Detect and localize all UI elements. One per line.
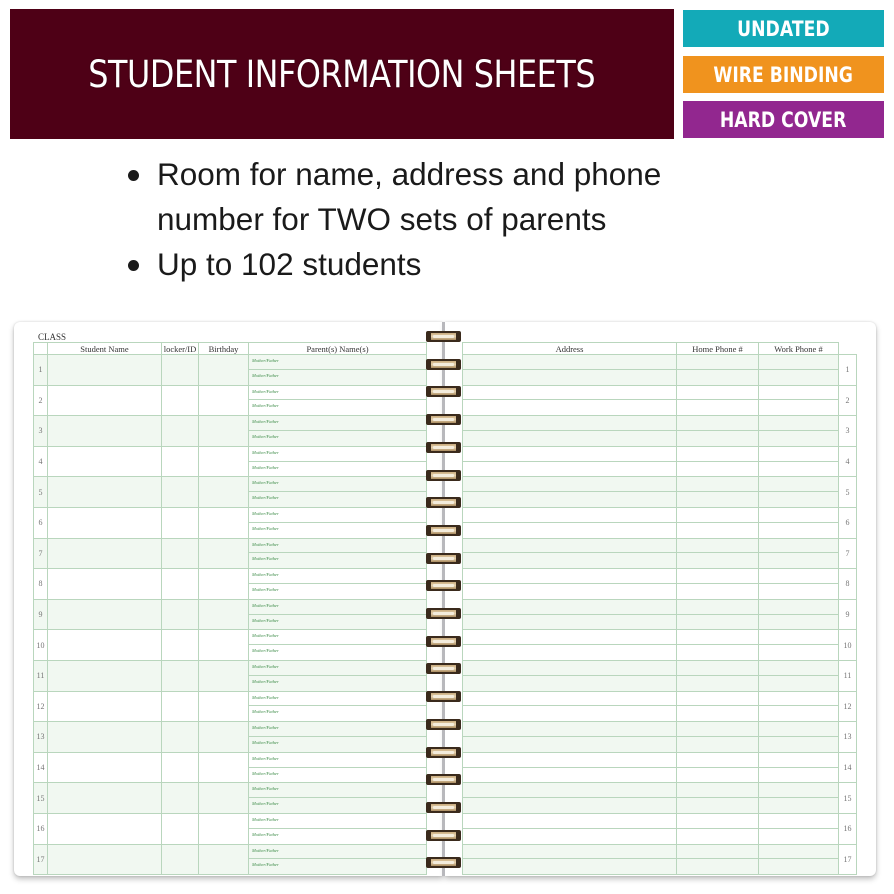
- table-row: [463, 722, 857, 753]
- row-number: 6: [839, 507, 857, 538]
- parent-line-label: Mother/Father: [249, 386, 426, 401]
- binding-coil-icon: [426, 636, 461, 647]
- locker-id-cell[interactable]: [162, 599, 199, 630]
- locker-id-cell[interactable]: [162, 813, 199, 844]
- table-row: [34, 813, 427, 844]
- binding-coil-icon: [426, 553, 461, 564]
- address-cell[interactable]: [463, 538, 677, 569]
- work-phone-cell[interactable]: [759, 783, 839, 814]
- birthday-cell[interactable]: [199, 538, 249, 569]
- locker-id-cell[interactable]: [162, 538, 199, 569]
- row-number: 9: [34, 599, 48, 630]
- table-row: [34, 507, 427, 538]
- class-label: CLASS: [38, 332, 67, 342]
- address-cell[interactable]: [463, 507, 677, 538]
- parent-line-label: Mother/Father: [252, 801, 279, 807]
- work-phone-cell[interactable]: [759, 630, 839, 661]
- table-row: [34, 477, 427, 508]
- locker-id-cell[interactable]: [162, 355, 199, 386]
- work-phone-cell[interactable]: [759, 416, 839, 447]
- parent-names-cell[interactable]: [249, 355, 427, 386]
- table-row: [34, 599, 427, 630]
- badge-label: WIRE BINDING: [713, 62, 854, 87]
- table-row: [463, 355, 857, 386]
- birthday-cell[interactable]: [199, 385, 249, 416]
- table-row: [463, 446, 857, 477]
- row-number: 17: [34, 844, 48, 875]
- address-cell[interactable]: [463, 783, 677, 814]
- work-phone-cell[interactable]: [759, 752, 839, 783]
- locker-id-cell[interactable]: [162, 783, 199, 814]
- table-row: [34, 355, 427, 386]
- parent-line-label: Mother/Father: [249, 845, 426, 860]
- binding-coil-icon: [426, 525, 461, 536]
- parent-names-cell[interactable]: [249, 630, 427, 661]
- locker-id-cell[interactable]: [162, 630, 199, 661]
- parent-names-cell[interactable]: [249, 783, 427, 814]
- column-header-parents: Parent(s) Name(s): [249, 343, 427, 355]
- address-cell[interactable]: [463, 569, 677, 600]
- student-name-cell[interactable]: [48, 722, 162, 753]
- table-row: [463, 813, 857, 844]
- binding-coil-icon: [426, 470, 461, 481]
- parent-line-label: Mother/Father: [249, 600, 426, 615]
- parent-line-label: Mother/Father: [249, 447, 426, 462]
- birthday-cell[interactable]: [199, 691, 249, 722]
- binding-coil-icon: [426, 580, 461, 591]
- badge-hard-cover: [683, 101, 884, 138]
- student-name-cell[interactable]: [48, 599, 162, 630]
- badge-wire-binding: [683, 56, 884, 93]
- address-cell[interactable]: [463, 660, 677, 691]
- column-header-number: [839, 343, 857, 355]
- parent-line-label: Mother/Father: [249, 814, 426, 829]
- row-number: 7: [34, 538, 48, 569]
- birthday-cell[interactable]: [199, 355, 249, 386]
- row-number: 8: [839, 569, 857, 600]
- table-row: [463, 416, 857, 447]
- row-number: 10: [34, 630, 48, 661]
- row-number: 2: [34, 385, 48, 416]
- table-row: [463, 507, 857, 538]
- row-number: 15: [839, 783, 857, 814]
- row-number: 5: [839, 477, 857, 508]
- locker-id-cell[interactable]: [162, 385, 199, 416]
- table-row: [463, 477, 857, 508]
- birthday-cell[interactable]: [199, 783, 249, 814]
- birthday-cell[interactable]: [199, 599, 249, 630]
- table-row: [463, 385, 857, 416]
- row-number: 11: [34, 660, 48, 691]
- column-header-number: [34, 343, 48, 355]
- row-number: 14: [839, 752, 857, 783]
- binding-coil-icon: [426, 857, 461, 868]
- work-phone-cell[interactable]: [759, 538, 839, 569]
- parent-names-cell[interactable]: [249, 477, 427, 508]
- row-number: 11: [839, 660, 857, 691]
- birthday-cell[interactable]: [199, 507, 249, 538]
- birthday-cell[interactable]: [199, 446, 249, 477]
- feature-item: Up to 102 students: [124, 242, 764, 287]
- work-phone-cell[interactable]: [759, 599, 839, 630]
- parent-names-cell[interactable]: [249, 813, 427, 844]
- parent-line-label: Mother/Father: [252, 648, 279, 654]
- row-number: 13: [839, 722, 857, 753]
- address-cell[interactable]: [463, 722, 677, 753]
- parent-names-cell[interactable]: [249, 691, 427, 722]
- row-number: 8: [34, 569, 48, 600]
- work-phone-cell[interactable]: [759, 385, 839, 416]
- home-phone-cell[interactable]: [677, 844, 759, 875]
- birthday-cell[interactable]: [199, 844, 249, 875]
- student-name-cell[interactable]: [48, 507, 162, 538]
- table-row: [34, 385, 427, 416]
- student-name-cell[interactable]: [48, 569, 162, 600]
- locker-id-cell[interactable]: [162, 507, 199, 538]
- row-number: 3: [839, 416, 857, 447]
- binding-coil-icon: [426, 774, 461, 785]
- table-row: [34, 752, 427, 783]
- row-number: 9: [839, 599, 857, 630]
- home-phone-cell[interactable]: [677, 385, 759, 416]
- parent-line-label: Mother/Father: [249, 477, 426, 492]
- address-cell[interactable]: [463, 385, 677, 416]
- binding-coil-icon: [426, 719, 461, 730]
- parent-line-label: Mother/Father: [249, 569, 426, 584]
- row-number: 17: [839, 844, 857, 875]
- locker-id-cell[interactable]: [162, 416, 199, 447]
- birthday-cell[interactable]: [199, 752, 249, 783]
- student-name-cell[interactable]: [48, 385, 162, 416]
- table-row: [34, 691, 427, 722]
- work-phone-cell[interactable]: [759, 691, 839, 722]
- work-phone-cell[interactable]: [759, 813, 839, 844]
- column-header-home-phone: Home Phone #: [677, 343, 759, 355]
- table-header-row: [34, 343, 427, 355]
- row-number: 16: [34, 813, 48, 844]
- work-phone-cell[interactable]: [759, 660, 839, 691]
- address-cell[interactable]: [463, 599, 677, 630]
- student-name-cell[interactable]: [48, 752, 162, 783]
- home-phone-cell[interactable]: [677, 691, 759, 722]
- row-number: 15: [34, 783, 48, 814]
- table-row: [463, 844, 857, 875]
- home-phone-cell[interactable]: [677, 355, 759, 386]
- home-phone-cell[interactable]: [677, 569, 759, 600]
- binding-coil-icon: [426, 802, 461, 813]
- locker-id-cell[interactable]: [162, 691, 199, 722]
- feature-item: Room for name, address and phone number for TWO sets of parents: [124, 152, 764, 242]
- address-cell[interactable]: [463, 355, 677, 386]
- title-banner: [10, 9, 674, 139]
- birthday-cell[interactable]: [199, 813, 249, 844]
- binding-coil-icon: [426, 663, 461, 674]
- badge-undated: [683, 10, 884, 47]
- row-number: 5: [34, 477, 48, 508]
- home-phone-cell[interactable]: [677, 477, 759, 508]
- student-name-cell[interactable]: [48, 691, 162, 722]
- address-cell[interactable]: [463, 477, 677, 508]
- parent-line-label: Mother/Father: [249, 539, 426, 554]
- badge-label: HARD COVER: [720, 107, 847, 132]
- student-name-cell[interactable]: [48, 660, 162, 691]
- birthday-cell[interactable]: [199, 722, 249, 753]
- row-number: 14: [34, 752, 48, 783]
- row-number: 1: [34, 355, 48, 386]
- binding-coil-icon: [426, 359, 461, 370]
- parent-names-cell[interactable]: [249, 416, 427, 447]
- work-phone-cell[interactable]: [759, 477, 839, 508]
- work-phone-cell[interactable]: [759, 507, 839, 538]
- student-name-cell[interactable]: [48, 446, 162, 477]
- parent-line-label: Mother/Father: [252, 464, 279, 470]
- binding-coil-icon: [426, 747, 461, 758]
- parent-line-label: Mother/Father: [249, 661, 426, 676]
- table-row: [34, 569, 427, 600]
- column-header-student-name: Student Name: [48, 343, 162, 355]
- parent-line-label: Mother/Father: [252, 617, 279, 623]
- column-header-locker-id: locker/ID: [162, 343, 199, 355]
- birthday-cell[interactable]: [199, 416, 249, 447]
- home-phone-cell[interactable]: [677, 599, 759, 630]
- table-row: [34, 416, 427, 447]
- binding-coil-icon: [426, 442, 461, 453]
- table-row: [463, 660, 857, 691]
- table-row: [34, 844, 427, 875]
- feature-list: [124, 152, 764, 287]
- parent-names-cell[interactable]: [249, 599, 427, 630]
- row-number: 3: [34, 416, 48, 447]
- table-row: [463, 569, 857, 600]
- student-name-cell[interactable]: [48, 355, 162, 386]
- student-info-table-right: [462, 342, 857, 875]
- parent-names-cell[interactable]: [249, 446, 427, 477]
- student-name-cell[interactable]: [48, 477, 162, 508]
- parent-line-label: Mother/Father: [252, 739, 279, 745]
- binding-coil-icon: [426, 691, 461, 702]
- parent-line-label: Mother/Father: [249, 753, 426, 768]
- column-header-address: Address: [463, 343, 677, 355]
- row-number: 12: [839, 691, 857, 722]
- column-header-work-phone: Work Phone #: [759, 343, 839, 355]
- row-number: 4: [34, 446, 48, 477]
- parent-names-cell[interactable]: [249, 507, 427, 538]
- parent-names-cell[interactable]: [249, 660, 427, 691]
- table-row: [34, 783, 427, 814]
- home-phone-cell[interactable]: [677, 722, 759, 753]
- table-row: [463, 599, 857, 630]
- parent-line-label: Mother/Father: [252, 709, 279, 715]
- notebook-spine: [442, 322, 445, 876]
- parent-line-label: Mother/Father: [249, 355, 426, 370]
- locker-id-cell[interactable]: [162, 446, 199, 477]
- address-cell[interactable]: [463, 630, 677, 661]
- locker-id-cell[interactable]: [162, 569, 199, 600]
- parent-line-label: Mother/Father: [252, 372, 279, 378]
- binding-coil-icon: [426, 414, 461, 425]
- table-row: [463, 538, 857, 569]
- home-phone-cell[interactable]: [677, 783, 759, 814]
- work-phone-cell[interactable]: [759, 355, 839, 386]
- address-cell[interactable]: [463, 844, 677, 875]
- parent-names-cell[interactable]: [249, 752, 427, 783]
- row-number: 13: [34, 722, 48, 753]
- table-row: [463, 752, 857, 783]
- work-phone-cell[interactable]: [759, 569, 839, 600]
- student-name-cell[interactable]: [48, 538, 162, 569]
- parent-line-label: Mother/Father: [249, 722, 426, 737]
- home-phone-cell[interactable]: [677, 446, 759, 477]
- parent-names-cell[interactable]: [249, 569, 427, 600]
- row-number: 2: [839, 385, 857, 416]
- row-number: 12: [34, 691, 48, 722]
- table-row: [463, 691, 857, 722]
- row-number: 7: [839, 538, 857, 569]
- home-phone-cell[interactable]: [677, 538, 759, 569]
- table-row: [34, 630, 427, 661]
- parent-names-cell[interactable]: [249, 385, 427, 416]
- student-name-cell[interactable]: [48, 813, 162, 844]
- locker-id-cell[interactable]: [162, 844, 199, 875]
- parent-line-label: Mother/Father: [252, 495, 279, 501]
- parent-line-label: Mother/Father: [252, 678, 279, 684]
- binding-coil-icon: [426, 608, 461, 619]
- table-row: [463, 630, 857, 661]
- parent-line-label: Mother/Father: [252, 586, 279, 592]
- parent-line-label: Mother/Father: [252, 433, 279, 439]
- parent-names-cell[interactable]: [249, 844, 427, 875]
- parent-names-cell[interactable]: [249, 538, 427, 569]
- binding-coil-icon: [426, 331, 461, 342]
- birthday-cell[interactable]: [199, 630, 249, 661]
- locker-id-cell[interactable]: [162, 660, 199, 691]
- row-number: 10: [839, 630, 857, 661]
- parent-line-label: Mother/Father: [252, 525, 279, 531]
- work-phone-cell[interactable]: [759, 844, 839, 875]
- locker-id-cell[interactable]: [162, 477, 199, 508]
- home-phone-cell[interactable]: [677, 660, 759, 691]
- home-phone-cell[interactable]: [677, 507, 759, 538]
- home-phone-cell[interactable]: [677, 813, 759, 844]
- work-phone-cell[interactable]: [759, 722, 839, 753]
- table-row: [34, 446, 427, 477]
- home-phone-cell[interactable]: [677, 752, 759, 783]
- binding-coil-icon: [426, 386, 461, 397]
- address-cell[interactable]: [463, 446, 677, 477]
- parent-names-cell[interactable]: [249, 722, 427, 753]
- row-number: 6: [34, 507, 48, 538]
- parent-line-label: Mother/Father: [249, 783, 426, 798]
- address-cell[interactable]: [463, 752, 677, 783]
- table-row: [34, 538, 427, 569]
- parent-line-label: Mother/Father: [252, 556, 279, 562]
- parent-line-label: Mother/Father: [252, 862, 279, 868]
- table-row: [463, 783, 857, 814]
- student-name-cell[interactable]: [48, 416, 162, 447]
- home-phone-cell[interactable]: [677, 416, 759, 447]
- parent-line-label: Mother/Father: [249, 508, 426, 523]
- home-phone-cell[interactable]: [677, 630, 759, 661]
- parent-line-label: Mother/Father: [249, 630, 426, 645]
- birthday-cell[interactable]: [199, 660, 249, 691]
- parent-line-label: Mother/Father: [249, 416, 426, 431]
- birthday-cell[interactable]: [199, 477, 249, 508]
- address-cell[interactable]: [463, 416, 677, 447]
- row-number: 16: [839, 813, 857, 844]
- parent-line-label: Mother/Father: [252, 770, 279, 776]
- student-info-table-left: [33, 342, 427, 875]
- page-title: STUDENT INFORMATION SHEETS: [88, 52, 596, 96]
- locker-id-cell[interactable]: [162, 722, 199, 753]
- address-cell[interactable]: [463, 813, 677, 844]
- parent-line-label: Mother/Father: [252, 403, 279, 409]
- binding-coil-icon: [426, 830, 461, 841]
- column-header-birthday: Birthday: [199, 343, 249, 355]
- parent-line-label: Mother/Father: [249, 692, 426, 707]
- student-name-cell[interactable]: [48, 630, 162, 661]
- student-name-cell[interactable]: [48, 783, 162, 814]
- table-row: [34, 722, 427, 753]
- birthday-cell[interactable]: [199, 569, 249, 600]
- address-cell[interactable]: [463, 691, 677, 722]
- table-row: [34, 660, 427, 691]
- work-phone-cell[interactable]: [759, 446, 839, 477]
- parent-line-label: Mother/Father: [252, 831, 279, 837]
- row-number: 1: [839, 355, 857, 386]
- student-name-cell[interactable]: [48, 844, 162, 875]
- badge-label: UNDATED: [737, 16, 830, 41]
- binding-coil-icon: [426, 497, 461, 508]
- locker-id-cell[interactable]: [162, 752, 199, 783]
- table-header-row: [463, 343, 857, 355]
- row-number: 4: [839, 446, 857, 477]
